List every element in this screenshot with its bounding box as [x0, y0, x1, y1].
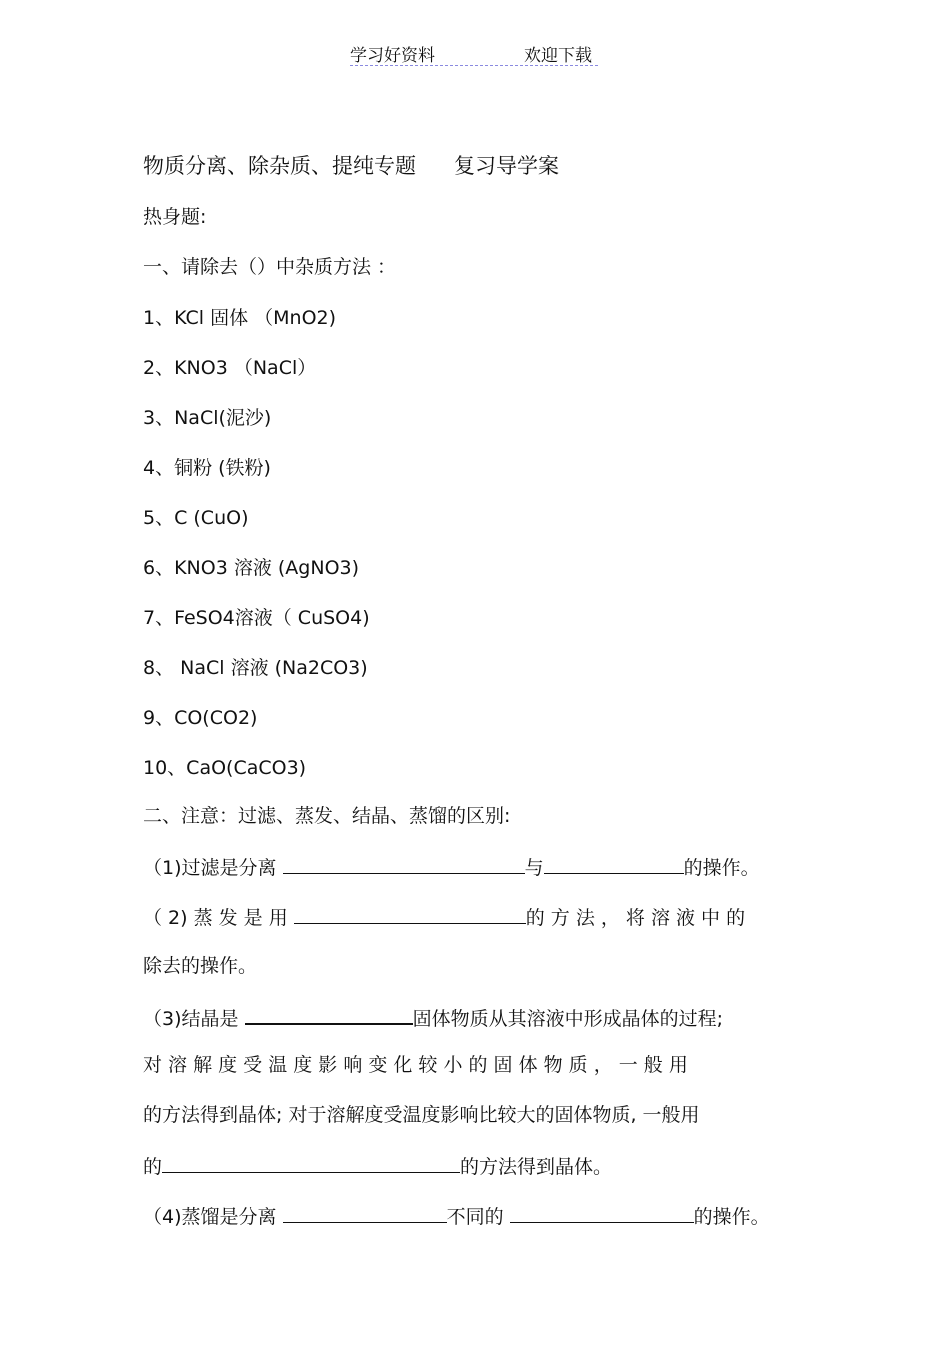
q4-text-a: （4)蒸馏是分离 — [143, 1206, 277, 1228]
q4-text-c: 的操作。 — [693, 1206, 770, 1228]
list-item: 7、FeSO4溶液（ CuSO4) — [143, 607, 370, 629]
fill-blank — [245, 1003, 413, 1025]
q4-text-b: 不同的 — [446, 1206, 504, 1228]
document-title — [143, 153, 559, 179]
fill-blank — [283, 1202, 447, 1223]
fill-blank — [510, 1202, 694, 1223]
question-3-line3: 的方法得到晶体; 对于溶解度受温度影响比较大的固体物质, 一般用 — [143, 1104, 700, 1126]
section2-heading: 二、注意：过滤、蒸发、结晶、蒸馏的区别: — [143, 805, 511, 827]
header-right-text: 欢迎下载 — [524, 46, 592, 66]
title-main: 物质分离、除杂质、提纯专题 — [143, 154, 416, 178]
list-item: 1、KCl 固体 （MnO2) — [143, 307, 337, 329]
q3-text-a: （3)结晶是 — [143, 1008, 239, 1030]
q1-text-b: 与 — [524, 857, 544, 879]
question-1 — [143, 853, 760, 881]
q1-text-c: 的操作。 — [683, 857, 760, 879]
question-3-line4 — [143, 1152, 612, 1180]
q2-text-a: （ 2) 蒸 发 是 用 — [143, 907, 288, 929]
list-item: 8、 NaCl 溶液 (Na2CO3) — [143, 657, 368, 679]
fill-blank — [544, 853, 684, 874]
page-header — [350, 41, 598, 66]
question-2 — [143, 903, 745, 931]
q1-text-a: （1)过滤是分离 — [143, 857, 277, 879]
q3-text-f: 的方法得到晶体。 — [460, 1156, 613, 1178]
list-item: 5、C (CuO) — [143, 507, 249, 529]
title-sub: 复习导学案 — [454, 154, 559, 178]
q3-text-e: 的 — [143, 1156, 163, 1178]
fill-blank — [294, 903, 526, 924]
list-item: 3、NaCl(泥沙) — [143, 407, 272, 429]
list-item: 2、KNO3 （NaCl） — [143, 357, 317, 379]
question-3 — [143, 1003, 723, 1032]
question-2-cont: 除去的操作。 — [143, 955, 258, 977]
fill-blank — [162, 1152, 460, 1173]
list-item: 4、铜粉 (铁粉) — [143, 457, 271, 479]
list-item: 6、KNO3 溶液 (AgNO3) — [143, 557, 360, 579]
list-item: 10、CaO(CaCO3) — [143, 757, 307, 779]
q3-text-b: 固体物质从其溶液中形成晶体的过程; — [412, 1008, 723, 1030]
list-item: 9、CO(CO2) — [143, 707, 258, 729]
fill-blank — [283, 853, 525, 874]
question-3-line2: 对 溶 解 度 受 温 度 影 响 变 化 较 小 的 固 体 物 质 ， 一 般 用 — [143, 1054, 688, 1076]
section1-heading: 一、请除去（）中杂质方法 ： — [143, 256, 397, 278]
warmup-label: 热身题: — [143, 206, 207, 228]
header-left-text: 学习好资料 — [350, 46, 435, 66]
q2-text-b: 的 方 法 ， 将 溶 液 中 的 — [525, 907, 746, 929]
question-4 — [143, 1202, 770, 1230]
